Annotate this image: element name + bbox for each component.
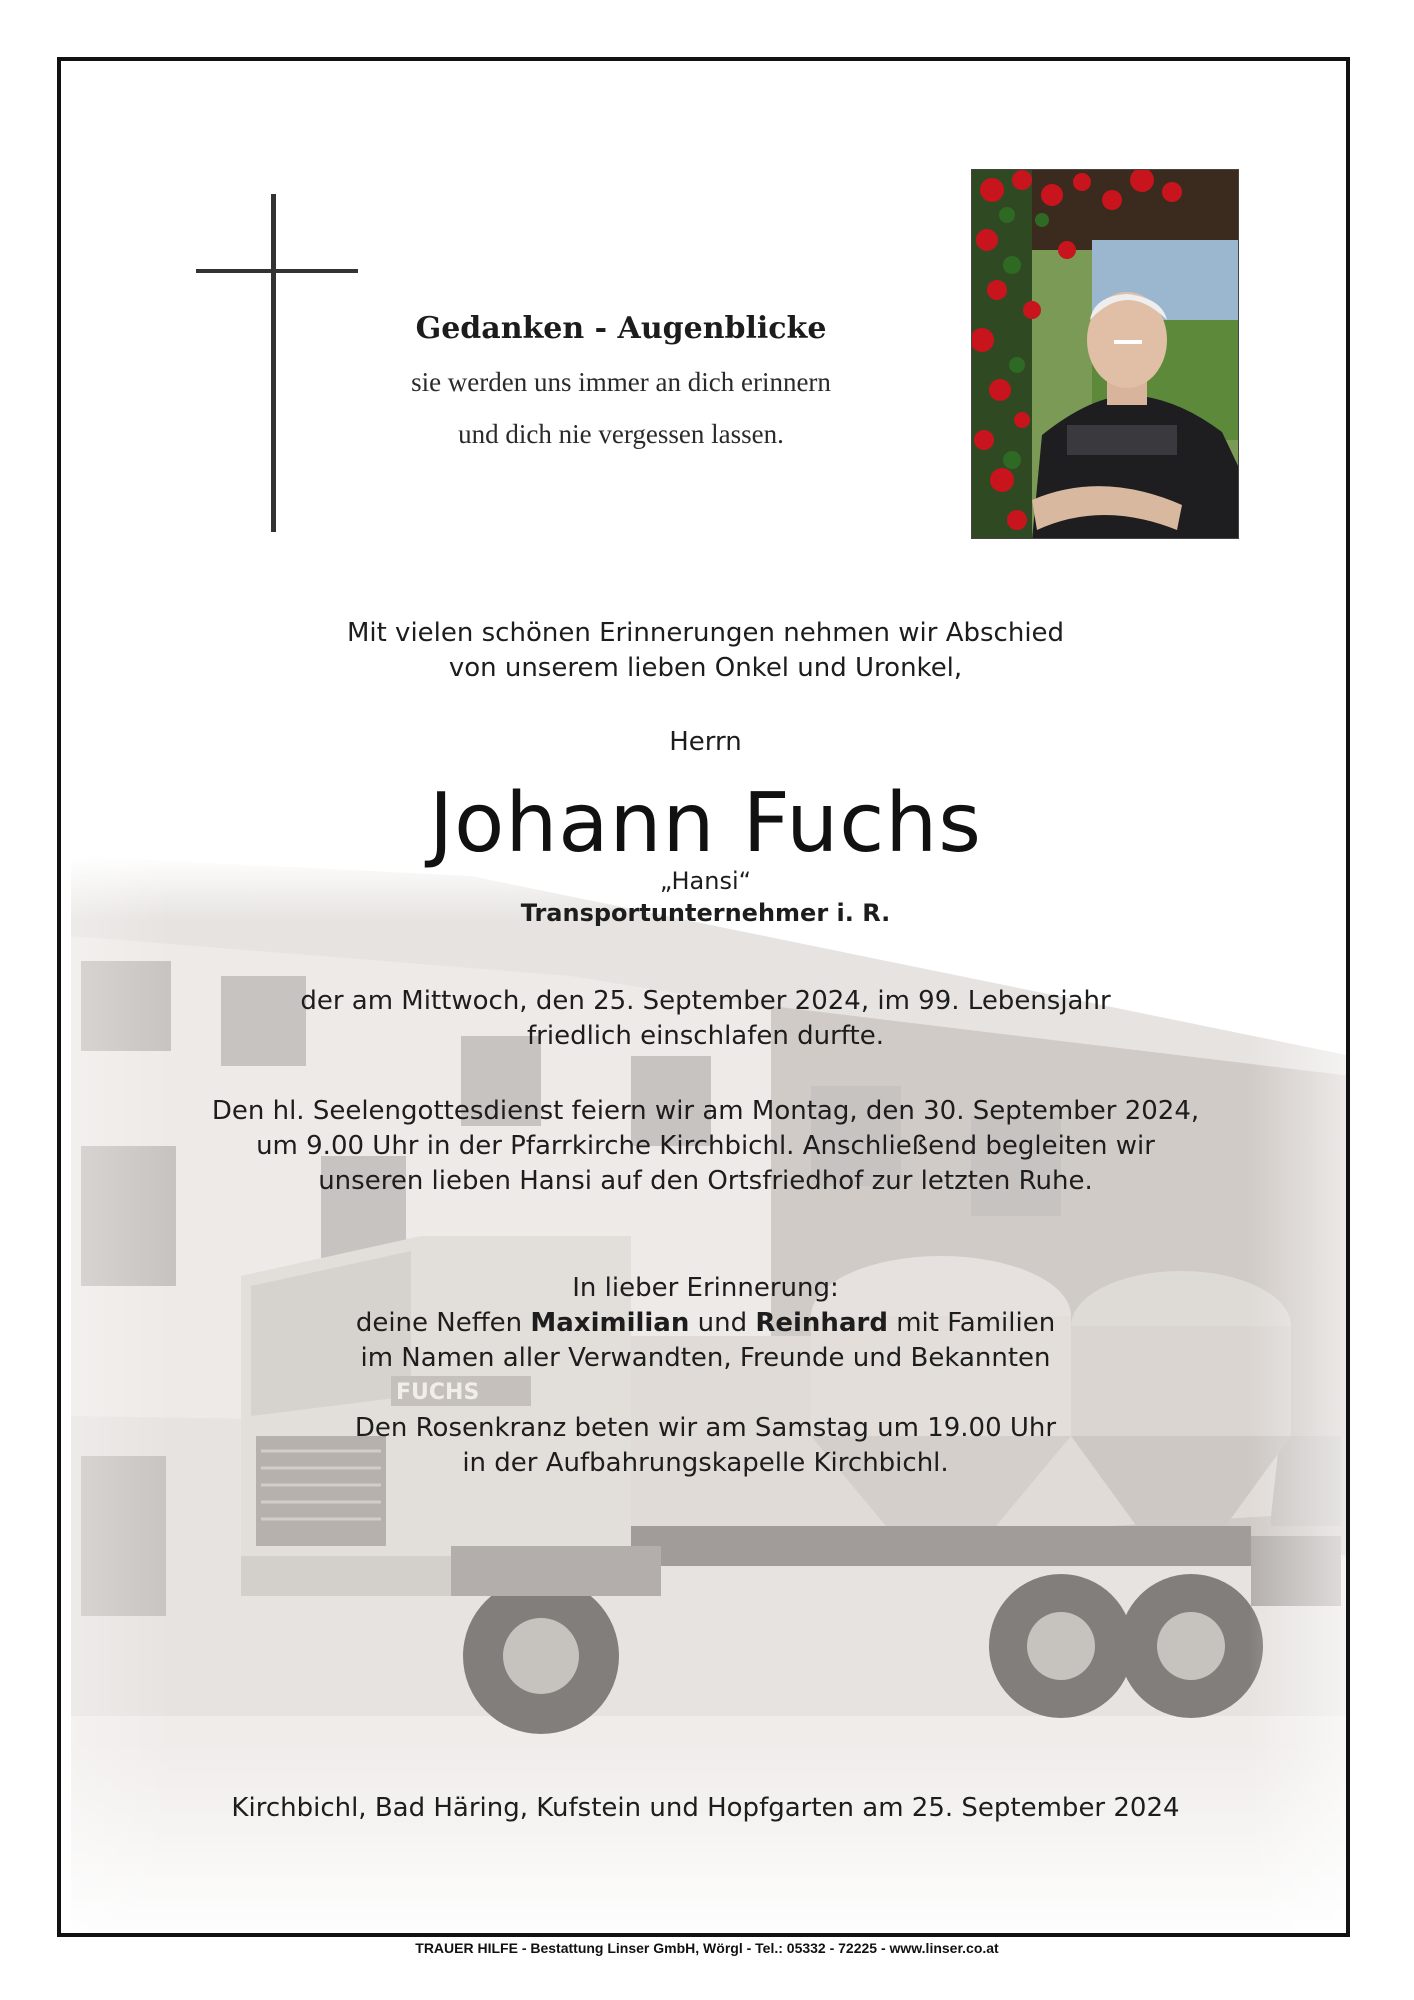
intro-line-1: Mit vielen schönen Erinnerungen nehmen wir Abschied (346, 618, 1065, 648)
mourner-name-2: Reinhard (755, 1308, 888, 1338)
mourners-line-2 (61, 1306, 1350, 1341)
mourner-name-1: Maximilian (530, 1308, 690, 1338)
motto-line-1: sie werden uns immer an dich erinnern (411, 367, 831, 397)
rosary-line-1: Den Rosenkranz beten wir am Samstag um 19.00 Uhr (354, 1413, 1057, 1443)
death-line-2: friedlich einschlafen durfte. (527, 1021, 884, 1051)
service-line-3: unseren lieben Hansi auf den Ortsfriedhof zur letzten Ruhe. (318, 1166, 1093, 1196)
mourners-mid: und (689, 1308, 756, 1338)
deceased-nickname: „Hansi“ (659, 867, 752, 895)
mourners-prefix: deine Neffen (355, 1308, 531, 1338)
mourners-line-3: im Namen aller Verwandten, Freunde und Bekannten (360, 1343, 1051, 1373)
service-line-1: Den hl. Seelengottesdienst feiern wir am Montag, den 30. September 2024, (211, 1096, 1200, 1126)
service-line-2: um 9.00 Uhr in der Pfarrkirche Kirchbichl. Anschließend begleiten wir (256, 1131, 1155, 1161)
deceased-name: Johann Fuchs (428, 776, 982, 871)
mourners-heading: In lieber Erinnerung: (572, 1273, 839, 1303)
death-line-1: der am Mittwoch, den 25. September 2024, im 99. Lebensjahr (300, 986, 1111, 1016)
motto-title: Gedanken - Augenblicke (415, 311, 827, 346)
cross-icon-bar (196, 269, 358, 273)
salutation: Herrn (669, 727, 742, 757)
cross-icon (271, 194, 276, 532)
rosary-line-2: in der Aufbahrungskapelle Kirchbichl. (462, 1448, 949, 1478)
deceased-title: Transportunternehmer i. R. (520, 899, 891, 927)
place-date: Kirchbichl, Bad Häring, Kufstein und Hopfgarten am 25. September 2024 (231, 1793, 1180, 1823)
mourners-suffix: mit Familien (887, 1308, 1056, 1338)
footer-funeral-home: TRAUER HILFE - Bestattung Linser GmbH, Wörgl - Tel.: 05332 - 72225 - www.linser.co.at (415, 1940, 999, 1956)
motto-line-2: und dich nie vergessen lassen. (458, 419, 784, 449)
intro-line-2: von unserem lieben Onkel und Uronkel, (448, 653, 963, 683)
portrait-photo (971, 169, 1239, 539)
obituary-frame (57, 57, 1350, 1937)
